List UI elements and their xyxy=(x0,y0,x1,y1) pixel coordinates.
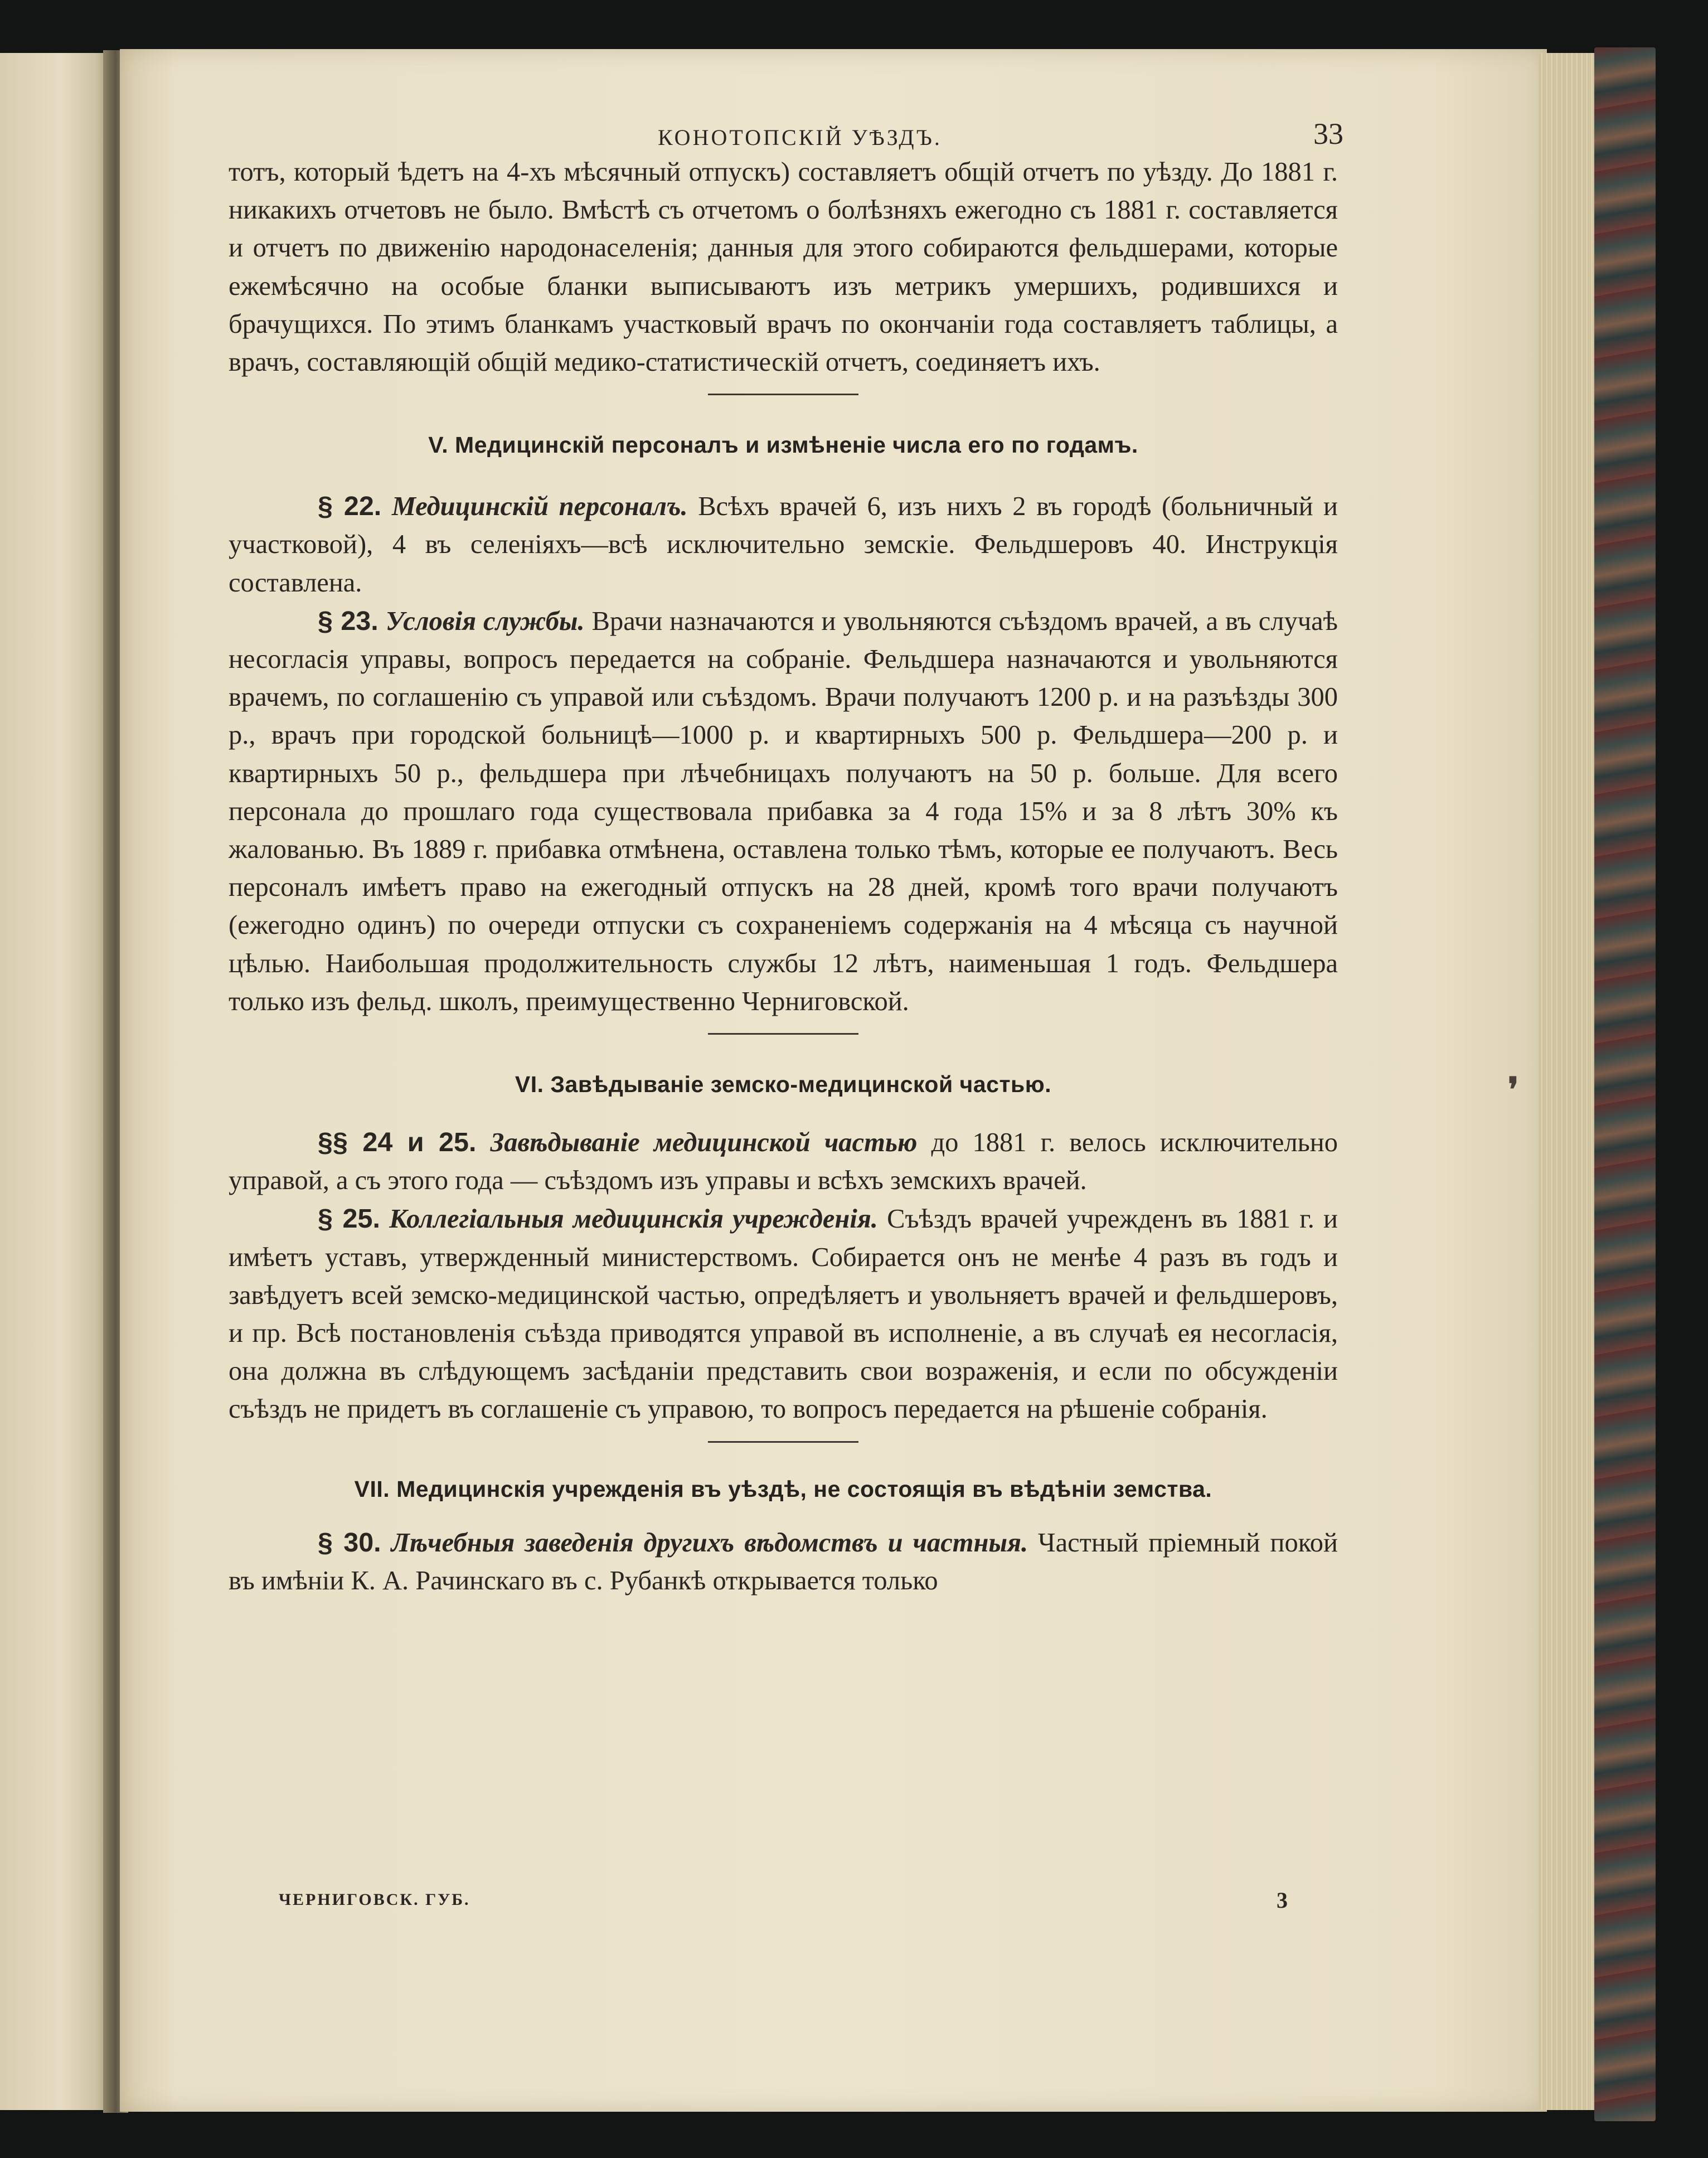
section-v-heading: V. Медицинскій персоналъ и измѣненіе числа его по годамъ. xyxy=(428,432,1138,458)
marbled-cover-edge xyxy=(1594,47,1656,2121)
section-vii-heading: VII. Медицинскія учрежденія въ уѣздѣ, не состоящія въ вѣдѣніи земства. xyxy=(354,1476,1212,1502)
paragraph-body: Съѣздъ врачей учрежденъ въ 1881 г. и имѣетъ уставъ, утвержденный министерствомъ. Собирается онъ не менѣе 4 разъ въ годъ и завѣдуетъ всей земско-медицинской частью, опредѣляетъ и увольняетъ врачей и фельдшеровъ, и пр. Всѣ постановленія съѣзда приводятся управой въ исполненіе, а въ случаѣ ея несогласія, она должна въ слѣдующемъ засѣданіи представить свои возраженія, и если по обсужденіи съѣздъ не придетъ въ соглашеніе съ управою, то вопросъ передается на рѣшеніе собранія. xyxy=(229,1204,1338,1424)
paragraph-title: Лѣчебныя заведенія другихъ вѣдомствъ и частныя. xyxy=(391,1527,1028,1558)
page-stack-edges xyxy=(1539,53,1600,2110)
paragraph-title: Медицинскій персоналъ. xyxy=(391,492,688,522)
paragraph-30 xyxy=(229,1524,1338,1600)
paragraph-title: Завѣдываніе медицинской частью xyxy=(490,1128,918,1158)
page-text xyxy=(229,114,1343,1600)
paragraph-body: Всѣхъ врачей 6, изъ нихъ 2 въ городѣ (больничный и участковой), 4 въ селеніяхъ—всѣ исключительно земскіе. Фельдшеровъ 40. Инструкція составлена. xyxy=(229,492,1338,598)
paragraph-number: § 30. xyxy=(318,1527,381,1558)
paragraph-number: §§ 24 и 25. xyxy=(318,1127,477,1158)
signature-mark: ЧЕРНИГОВСК. ГУБ. xyxy=(279,1890,470,1909)
paragraph-body: до 1881 г. велось исключительно управой, а съ этого года — съѣздомъ изъ управы и всѣхъ земскихъ врачей. xyxy=(229,1128,1338,1196)
ink-spot-mark: ❜ xyxy=(1508,1071,1519,1108)
paragraph-title: Коллегіальныя медицинскія учрежденія. xyxy=(389,1204,878,1234)
paragraph-22 xyxy=(229,487,1338,602)
paragraph-number: § 22. xyxy=(318,491,382,522)
paragraph-24-25 xyxy=(229,1123,1338,1200)
paragraph-body: Частный пріемный покой въ имѣніи К. А. Рачинскаго въ с. Рубанкѣ открывается только xyxy=(229,1527,1338,1596)
intro-paragraph: тотъ, который ѣдетъ на 4-хъ мѣсячный отпускъ) составляетъ общій отчетъ по уѣзду. До 1881 г. никакихъ отчетовъ не было. Вмѣстѣ съ отчетомъ о болѣзняхъ ежегодно съ 1881 г. составляется и отчетъ по движенію народонаселенія; данныя для этого собираются фельдшерами, которые ежемѣсячно на особые бланки выписываютъ изъ метрикъ умершихъ, родившихся и брачущихся. По этимъ бланкамъ участковый врачъ по окончаніи года составляетъ таблицы, а врачъ, составляющій общій медико-статистическій отчетъ, соединяетъ ихъ. xyxy=(229,157,1338,377)
paragraph-title: Условія службы. xyxy=(385,606,585,636)
section-vi-heading: VI. Завѣдываніе земско-медицинской частью. xyxy=(515,1071,1052,1098)
running-head xyxy=(229,114,1343,153)
paragraph-25 xyxy=(229,1200,1338,1428)
left-facing-page xyxy=(0,53,111,2110)
paragraph-23 xyxy=(229,602,1338,1021)
paragraph-number: § 23. xyxy=(318,605,379,636)
page-footer xyxy=(229,1887,1338,1915)
running-head-title: КОНОТОПСКІЙ УѢЗДЪ. xyxy=(658,125,942,150)
page-number: 33 xyxy=(1313,117,1343,151)
paragraph-body: Врачи назначаются и увольняются съѣздомъ врачей, а въ случаѣ несогласія управы, вопросъ передается на собраніе. Фельдшера назначаются и увольняются врачемъ, по соглашенію съ управой или съѣздомъ. Врачи получаютъ 1200 р. и на разъѣзды 300 р., врачъ при городской больницѣ—1000 р. и квартирныхъ 500 р. Фельдшера—200 р. и квартирныхъ 50 р., фельдшера при лѣчебницахъ получаютъ на 50 р. больше. Для всего персонала до прошлаго года существовала прибавка за 4 года 15% и за 8 лѣтъ 30% къ жалованью. Въ 1889 г. прибавка отмѣнена, оставлена только тѣмъ, которые ее получаютъ. Весь персоналъ имѣетъ право на ежегодный отпускъ на 28 дней, кромѣ того врачи получаютъ (ежегодно одинъ) по очереди отпуски съ сохраненіемъ содержанія на 4 мѣсяца съ научной цѣлью. Наибольшая продолжительность службы 12 лѣтъ, наименьшая 1 годъ. Фельдшера только изъ фельд. школъ, преимущественно Черниговской. xyxy=(229,606,1338,1016)
sheet-number: 3 xyxy=(1277,1888,1288,1913)
paragraph-number: § 25. xyxy=(318,1204,380,1234)
